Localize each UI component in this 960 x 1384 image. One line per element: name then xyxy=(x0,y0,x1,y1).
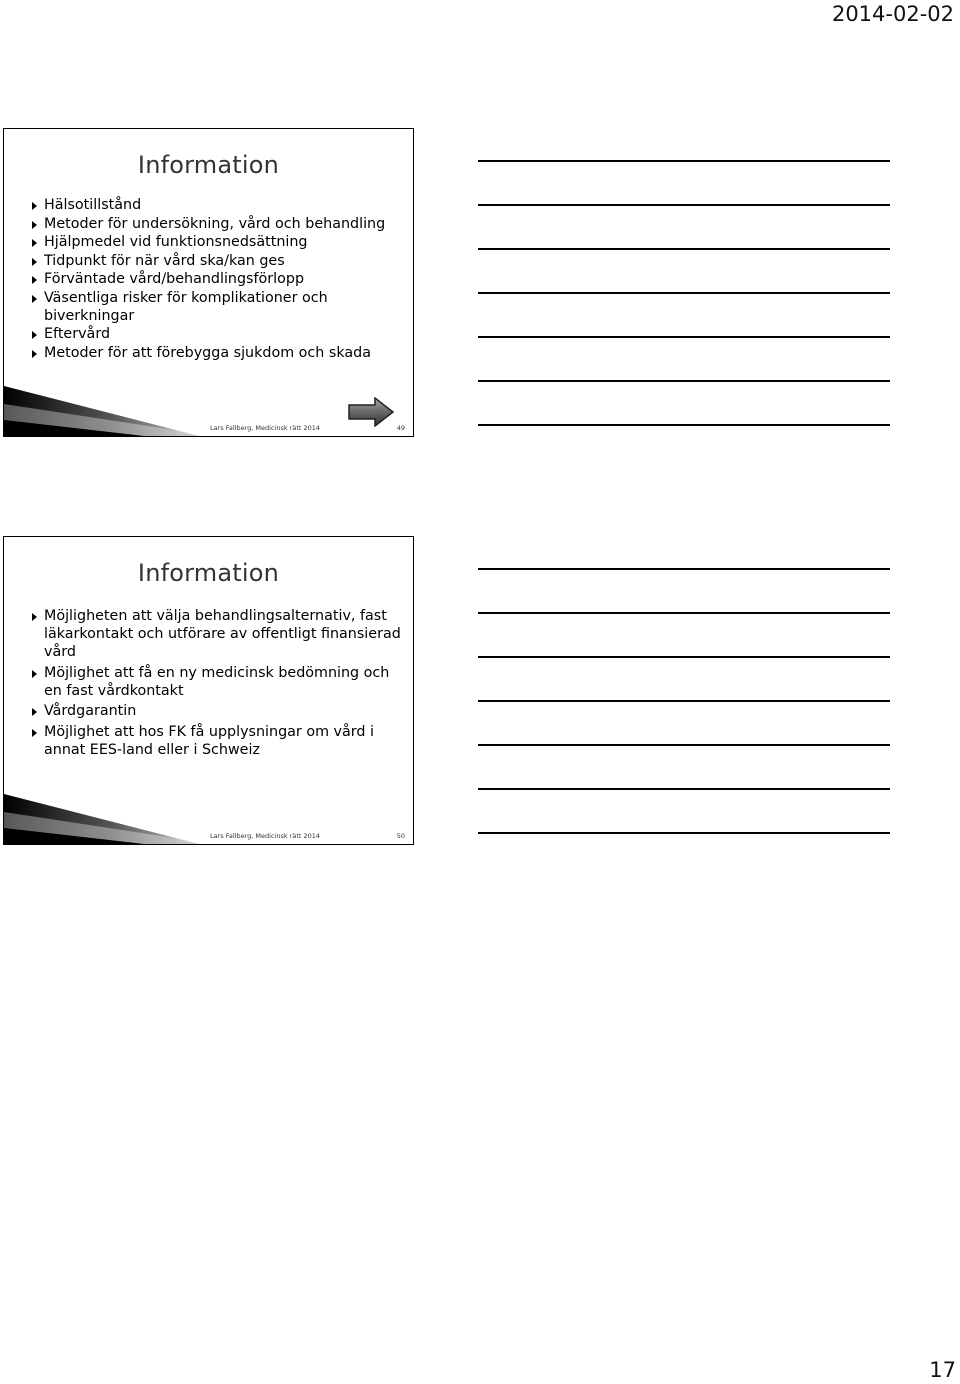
bullet-item: Möjlighet att få en ny medicinsk bedömning och en fast vårdkontakt xyxy=(30,664,407,700)
page-number: 17 xyxy=(929,1358,956,1382)
slide-50 xyxy=(3,536,414,845)
bullet-arrow-icon xyxy=(32,276,37,284)
note-line xyxy=(478,380,890,382)
note-line xyxy=(478,568,890,570)
bullet-item: Väsentliga risker för komplikationer och biverkningar xyxy=(30,289,407,325)
slide-number: 49 xyxy=(396,424,405,432)
slide-footer: Lars Fallberg, Medicinsk rätt 2014 xyxy=(210,424,321,432)
bullet-item: Möjlighet att hos FK få upplysningar om vård i annat EES-land eller i Schweiz xyxy=(30,723,407,759)
note-line xyxy=(478,744,890,746)
bullet-arrow-icon xyxy=(32,708,37,716)
bullet-item: Vårdgarantin xyxy=(30,702,407,720)
bullet-item: Metoder för undersökning, vård och behandling xyxy=(30,215,407,233)
bullet-list xyxy=(30,607,407,761)
note-line xyxy=(478,700,890,702)
bullet-arrow-icon xyxy=(32,350,37,358)
page-date: 2014-02-02 xyxy=(831,2,954,26)
note-line xyxy=(478,336,890,338)
slide-number: 50 xyxy=(396,832,405,840)
note-line xyxy=(478,424,890,426)
bullet-arrow-icon xyxy=(32,239,37,247)
note-line xyxy=(478,292,890,294)
bullet-item: Tidpunkt för när vård ska/kan ges xyxy=(30,252,407,270)
note-line xyxy=(478,788,890,790)
slide-footer: Lars Fallberg, Medicinsk rätt 2014 xyxy=(210,832,321,840)
bullet-arrow-icon xyxy=(32,221,37,229)
bullet-arrow-icon xyxy=(32,295,37,303)
corner-decoration xyxy=(4,794,214,844)
bullet-item: Förväntade vård/behandlingsförlopp xyxy=(30,270,407,288)
bullet-item: Eftervård xyxy=(30,325,407,343)
note-line xyxy=(478,612,890,614)
next-arrow-icon[interactable] xyxy=(347,397,395,427)
note-line xyxy=(478,832,890,834)
bullet-item: Hälsotillstånd xyxy=(30,196,407,214)
bullet-list xyxy=(30,196,407,362)
bullet-item: Hjälpmedel vid funktionsnedsättning xyxy=(30,233,407,251)
bullet-arrow-icon xyxy=(32,258,37,266)
corner-decoration xyxy=(4,386,214,436)
bullet-arrow-icon xyxy=(32,729,37,737)
bullet-arrow-icon xyxy=(32,202,37,210)
bullet-arrow-icon xyxy=(32,670,37,678)
note-line xyxy=(478,204,890,206)
bullet-item: Metoder för att förebygga sjukdom och skada xyxy=(30,344,407,362)
note-line xyxy=(478,656,890,658)
bullet-item: Möjligheten att välja behandlingsalternativ, fast läkarkontakt och utförare av offentligt finansierad vård xyxy=(30,607,407,661)
slide-49 xyxy=(3,128,414,437)
note-line xyxy=(478,160,890,162)
bullet-arrow-icon xyxy=(32,613,37,621)
slide-title: Information xyxy=(137,559,280,587)
slide-title: Information xyxy=(137,151,280,179)
note-line xyxy=(478,248,890,250)
bullet-arrow-icon xyxy=(32,331,37,339)
